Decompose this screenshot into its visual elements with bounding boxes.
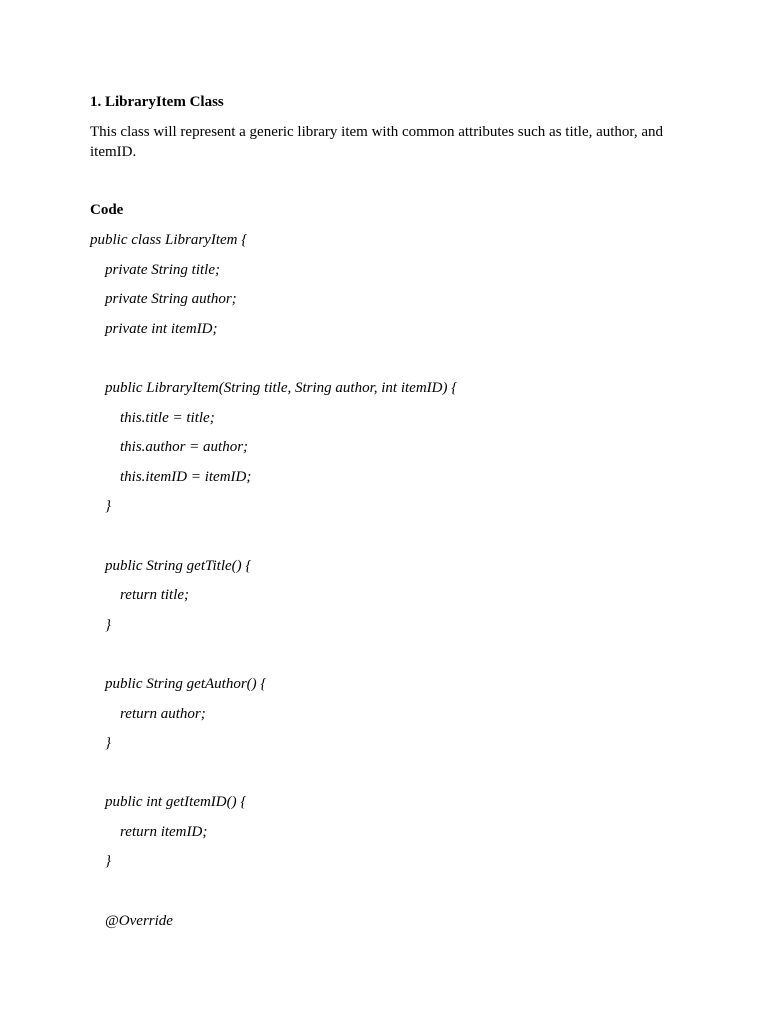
code-line: public String getTitle() {	[105, 557, 252, 574]
code-blank-line	[90, 644, 690, 674]
code-line: this.itemID = itemID;	[120, 468, 252, 485]
code-line: return itemID;	[120, 823, 208, 840]
code-line: public int getItemID() {	[105, 794, 247, 811]
code-line: private String title;	[105, 261, 220, 278]
code-line: public String getAuthor() {	[105, 675, 267, 692]
code-blank-line	[90, 526, 690, 556]
code-line: }	[105, 853, 111, 870]
code-line: }	[105, 616, 111, 633]
code-line: @Override	[105, 912, 173, 929]
code-line: return author;	[120, 705, 206, 722]
code-line: private String author;	[105, 291, 237, 308]
code-line: return title;	[120, 587, 190, 604]
section-intro: This class will represent a generic library item with common attributes such as title, author, and itemID.	[90, 124, 663, 160]
code-heading: Code	[90, 202, 124, 218]
code-blank-line	[90, 348, 690, 378]
code-block	[90, 230, 690, 940]
code-line: this.title = title;	[120, 409, 215, 426]
code-line: }	[105, 735, 111, 752]
code-line: public LibraryItem(String title, String author, int itemID) {	[105, 379, 458, 396]
code-line: public class LibraryItem {	[90, 232, 248, 248]
code-blank-line	[90, 881, 690, 911]
section-heading: 1. LibraryItem Class	[90, 94, 224, 110]
code-line: }	[105, 498, 111, 515]
code-line: this.author = author;	[120, 439, 249, 456]
code-line: private int itemID;	[105, 320, 218, 337]
code-blank-line	[90, 763, 690, 793]
